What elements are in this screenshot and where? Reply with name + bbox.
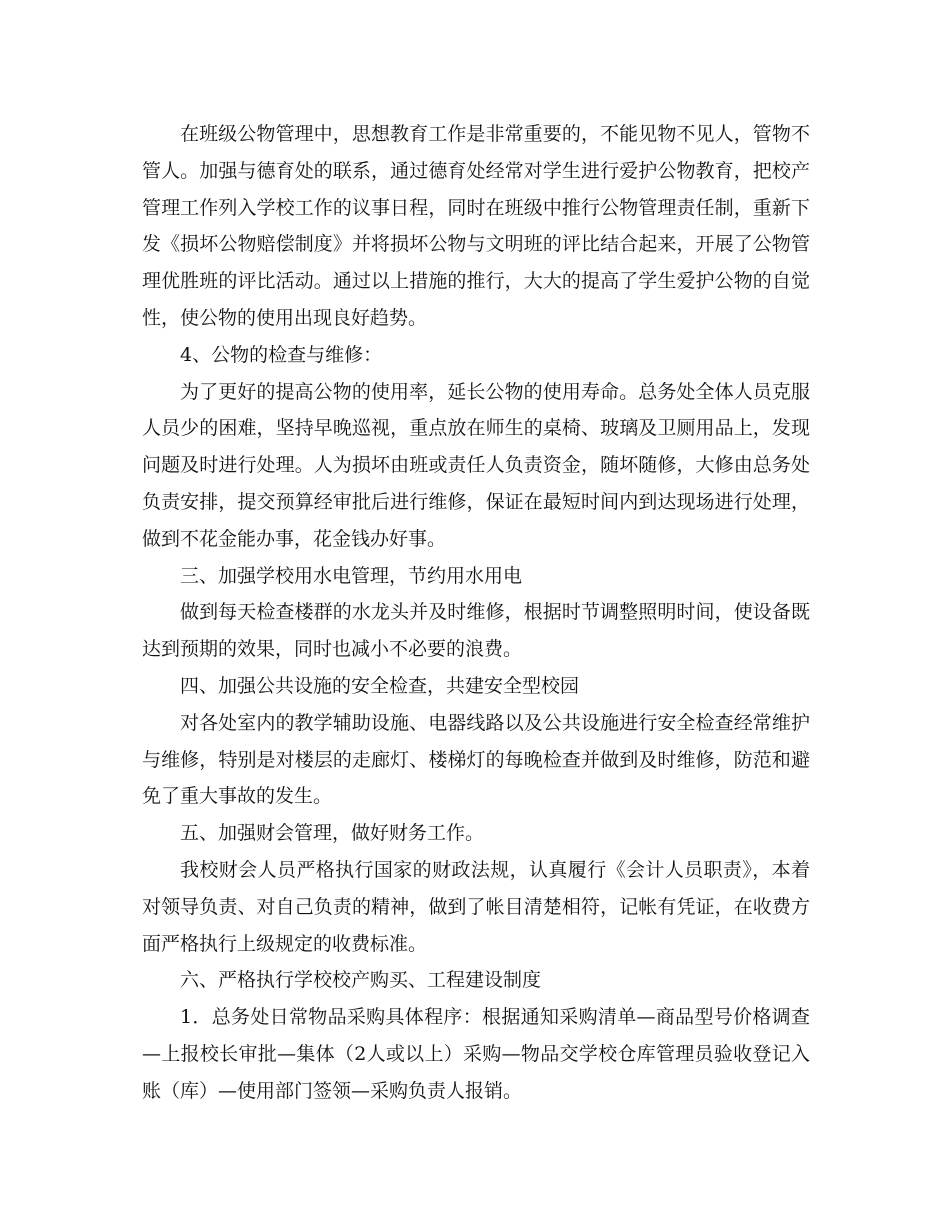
- document-body: [142, 116, 810, 1110]
- heading-procurement: 六、严格执行学校校产购买、工程建设制度: [180, 969, 542, 992]
- paragraph-procurement: 1．总务处日常物品采购具体程序：根据通知采购清单—商品型号价格调查—上报校长审批—集体（2人或以上）采购—物品交学校仓库管理员验收登记入账（库）—使用部门签领—采购负责人报销。: [142, 1006, 810, 1102]
- paragraph-water-electricity: 做到每天检查楼群的水龙头并及时维修，根据时节调整照明时间，使设备既达到预期的效果，同时也减小不必要的浪费。: [142, 601, 810, 661]
- paragraph-safety-inspection: 对各处室内的教学辅助设施、电器线路以及公共设施进行安全检查经常维护与维修，特别是对楼层的走廊灯、楼梯灯的每晚检查并做到及时维修，防范和避免了重大事故的发生。: [142, 711, 810, 808]
- heading-inspection-and-repair: 4、公物的检查与维修：: [180, 343, 383, 366]
- paragraph-finance: 我校财会人员严格执行国家的财政法规，认真履行《会计人员职责》，本着对领导负责、对自己负责的精神，做到了帐目清楚相符，记帐有凭证，在收费方面严格执行上级规定的收费标准。: [142, 858, 810, 955]
- paragraph-inspection-and-repair: 为了更好的提高公物的使用率，延长公物的使用寿命。总务处全体人员克服人员少的困难，坚持早晚巡视，重点放在师生的桌椅、玻璃及卫厕用品上，发现问题及时进行处理。人为损坏由班或责任人负责资金，随坏随修，大修由总务处负责安排，提交预算经审批后进行维修，保证在最短时间内到达现场进行处理，做到不花金能办事，花金钱办好事。: [142, 380, 810, 550]
- heading-finance: 五、加强财会管理，做好财务工作。: [180, 822, 485, 845]
- paragraph-public-property-education: 在班级公物管理中，思想教育工作是非常重要的，不能见物不见人，管物不管人。加强与德育处的联系，通过德育处经常对学生进行爱护公物教育，把校产管理工作列入学校工作的议事日程，同时在班级中推行公物管理责任制，重新下发《损坏公物赔偿制度》并将损坏公物与文明班的评比结合起来，开展了公物管理优胜班的评比活动。通过以上措施的推行，大大的提高了学生爱护公物的自觉性，使公物的使用出现良好趋势。: [142, 123, 810, 329]
- heading-water-electricity: 三、加强学校用水电管理，节约用水用电: [180, 564, 523, 587]
- heading-safety-inspection: 四、加强公共设施的安全检查，共建安全型校园: [180, 674, 580, 697]
